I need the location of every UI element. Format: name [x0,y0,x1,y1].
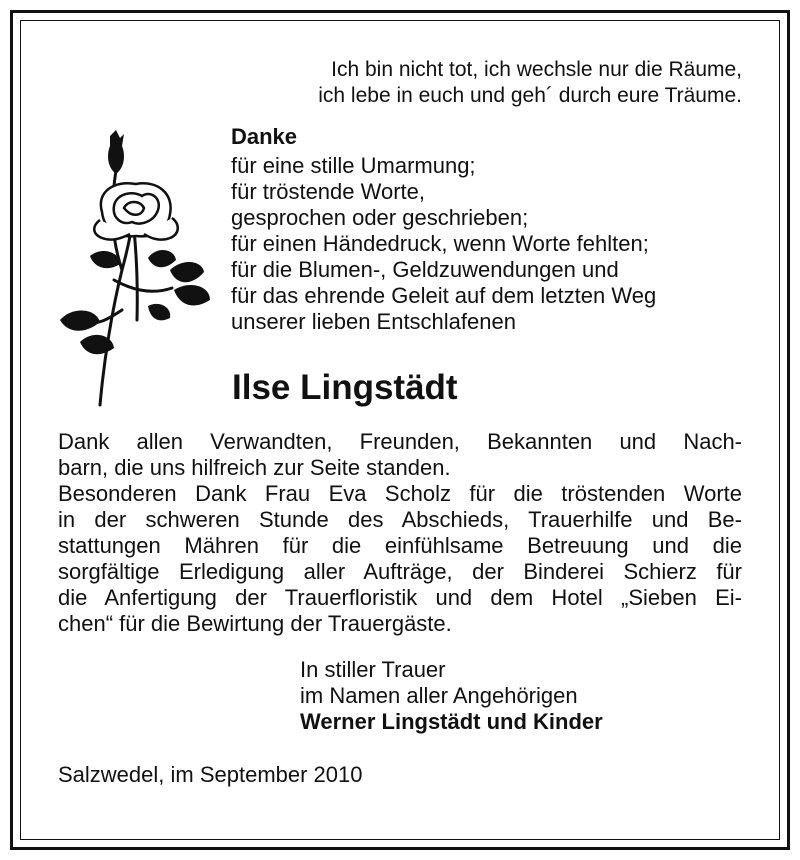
body-line: Dank allen Verwandten, Freunden, Bekannten und Nach- [58,429,742,454]
body-line: die Anfertigung der Trauerfloristik und dem Hotel „Sieben Ei- [58,585,742,610]
body-line: chen“ für die Bewirtung der Trauergäste. [58,611,452,636]
thanks-line: für eine stille Umarmung; [231,153,476,178]
deceased-name: Ilse Lingstädt [232,368,458,407]
body-line: sorgfältige Erledigung aller Aufträge, der Binderei Schierz für [58,559,742,584]
thanks-line: gesprochen oder geschrieben; [231,205,529,230]
motto-line-1: Ich bin nicht tot, ich wechsle nur die Räume, [331,58,742,81]
signature-line-1: In stiller Trauer [300,657,446,682]
thanks-list [231,153,656,335]
thanks-line: für einen Händedruck, wenn Worte fehlten; [231,231,649,256]
thanks-line: für das ehrende Geleit auf dem letzten Weg [231,283,657,308]
motto-quote [318,57,742,109]
signature-block [300,657,603,735]
signature-line-2: im Namen aller Angehörigen [300,683,578,708]
motto-line-2: ich lebe in euch und geh´ durch eure Träume. [318,84,742,107]
thanks-line: für die Blumen-, Geldzuwendungen und [231,257,619,282]
signers: Werner Lingstädt und Kinder [300,709,603,734]
body-line: Besonderen Dank Frau Eva Scholz für die tröstenden Worte [58,481,742,506]
thanks-heading: Danke [231,124,298,149]
thanks-line: für tröstende Worte, [231,179,426,204]
place-date: Salzwedel, im September 2010 [58,762,363,787]
body-line: stattungen Mähren für die einfühlsame Betreuung und die [58,533,742,558]
rose-icon [52,130,217,410]
body-line: in der schweren Stunde des Abschieds, Trauerhilfe und Be- [58,507,742,532]
thanks-line: unserer lieben Entschlafenen [231,309,516,334]
body-paragraph [58,429,742,637]
body-line: barn, die uns hilfreich zur Seite standen. [58,455,451,480]
